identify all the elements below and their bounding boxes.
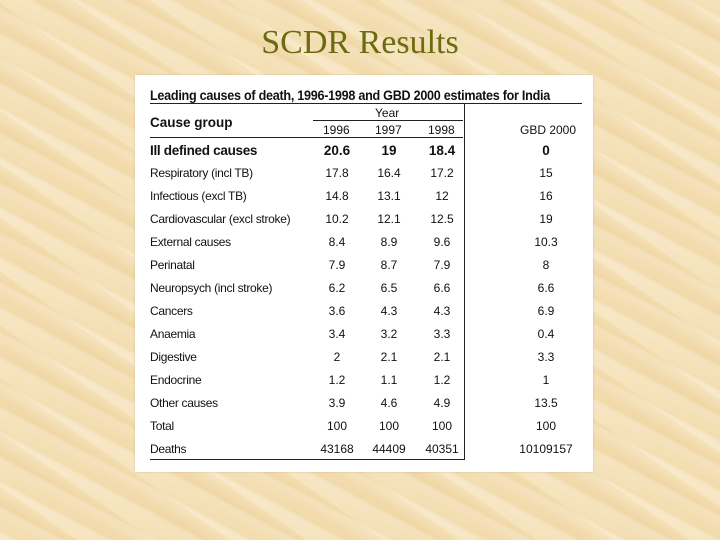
year-1998-header: 1998 [428, 123, 455, 137]
value-1998: 18.4 [428, 143, 456, 158]
cause-cell: Total [150, 419, 174, 433]
value-1996: 8.4 [328, 235, 346, 249]
table-row [135, 189, 593, 209]
value-gbd: 6.9 [537, 304, 555, 318]
slide-title: SCDR Results [261, 24, 459, 61]
cause-cell: Respiratory (incl TB) [150, 166, 253, 180]
table-row [135, 235, 593, 255]
header-rule [150, 137, 463, 138]
value-gbd: 13.5 [534, 396, 558, 410]
value-1996: 14.8 [325, 189, 349, 203]
value-1998: 1.2 [433, 373, 451, 387]
cause-cell: External causes [150, 235, 231, 249]
cause-cell: Infectious (excl TB) [150, 189, 247, 203]
table-row [135, 419, 593, 439]
value-1997: 6.5 [380, 281, 398, 295]
cause-cell: Endocrine [150, 373, 202, 387]
value-1996: 3.4 [328, 327, 346, 341]
cause-cell: Ill defined causes [150, 143, 258, 158]
value-1997: 1.1 [380, 373, 398, 387]
value-gbd: 19 [539, 212, 553, 226]
value-gbd: 10109157 [519, 442, 573, 456]
value-1997: 3.2 [380, 327, 398, 341]
table-title: Leading causes of death, 1996-1998 and GBD 2000 estimates for India [150, 87, 550, 103]
year-1997-header: 1997 [375, 123, 402, 137]
value-1997: 100 [378, 419, 400, 433]
table-row [135, 442, 593, 462]
value-1996: 17.8 [325, 166, 349, 180]
value-1998: 40351 [425, 442, 459, 456]
value-1997: 13.1 [377, 189, 401, 203]
cause-cell: Cancers [150, 304, 193, 318]
table-row [135, 373, 593, 393]
table-row [135, 258, 593, 278]
value-1997: 12.1 [377, 212, 401, 226]
value-1996: 3.6 [328, 304, 346, 318]
value-gbd: 0 [542, 143, 550, 158]
value-1998: 4.9 [433, 396, 451, 410]
value-1998: 3.3 [433, 327, 451, 341]
value-1996: 10.2 [325, 212, 349, 226]
cause-cell: Neuropsych (incl stroke) [150, 281, 273, 295]
value-gbd: 100 [535, 419, 557, 433]
table-row [135, 350, 593, 370]
value-1997: 2.1 [380, 350, 398, 364]
cause-cell: Cardiovascular (excl stroke) [150, 212, 291, 226]
table-row [135, 212, 593, 232]
table-row [135, 281, 593, 301]
value-1996: 43168 [320, 442, 354, 456]
cause-cell: Other causes [150, 396, 218, 410]
value-gbd: 3.3 [537, 350, 555, 364]
value-gbd: 8 [542, 258, 550, 272]
value-1997: 8.9 [380, 235, 398, 249]
value-1998: 17.2 [430, 166, 454, 180]
value-gbd: 1 [542, 373, 550, 387]
value-1997: 44409 [372, 442, 406, 456]
value-1998: 9.6 [433, 235, 451, 249]
value-gbd: 0.4 [537, 327, 555, 341]
cause-cell: Anaemia [150, 327, 196, 341]
value-1998: 6.6 [433, 281, 451, 295]
cause-cell: Perinatal [150, 258, 195, 272]
table-row [135, 166, 593, 186]
value-1998: 12 [435, 189, 449, 203]
year-header: Year [375, 106, 400, 120]
results-table-panel [135, 75, 593, 472]
value-1998: 4.3 [433, 304, 451, 318]
value-1996: 100 [326, 419, 348, 433]
title-rule [150, 103, 582, 104]
value-1998: 12.5 [430, 212, 454, 226]
value-1996: 2 [333, 350, 341, 364]
table-row [135, 327, 593, 347]
value-gbd: 10.3 [534, 235, 558, 249]
value-1996: 1.2 [328, 373, 346, 387]
table-row [135, 396, 593, 416]
year-rule [313, 120, 463, 121]
value-1996: 6.2 [328, 281, 346, 295]
value-1997: 16.4 [377, 166, 401, 180]
value-1997: 19 [381, 143, 397, 158]
gbd-header: GBD 2000 [520, 123, 577, 137]
table-row [135, 304, 593, 324]
value-1998: 7.9 [433, 258, 451, 272]
value-1997: 8.7 [380, 258, 398, 272]
cause-cell: Deaths [150, 442, 187, 456]
table-row [135, 143, 593, 163]
value-1997: 4.3 [380, 304, 398, 318]
value-1996: 7.9 [328, 258, 346, 272]
value-1997: 4.6 [380, 396, 398, 410]
value-1996: 3.9 [328, 396, 346, 410]
cause-cell: Digestive [150, 350, 197, 364]
value-1998: 100 [431, 419, 453, 433]
year-1996-header: 1996 [323, 123, 350, 137]
value-gbd: 16 [539, 189, 553, 203]
value-1998: 2.1 [433, 350, 451, 364]
value-1996: 20.6 [323, 143, 351, 158]
value-gbd: 6.6 [537, 281, 555, 295]
cause-group-header: Cause group [150, 115, 233, 130]
value-gbd: 15 [539, 166, 553, 180]
